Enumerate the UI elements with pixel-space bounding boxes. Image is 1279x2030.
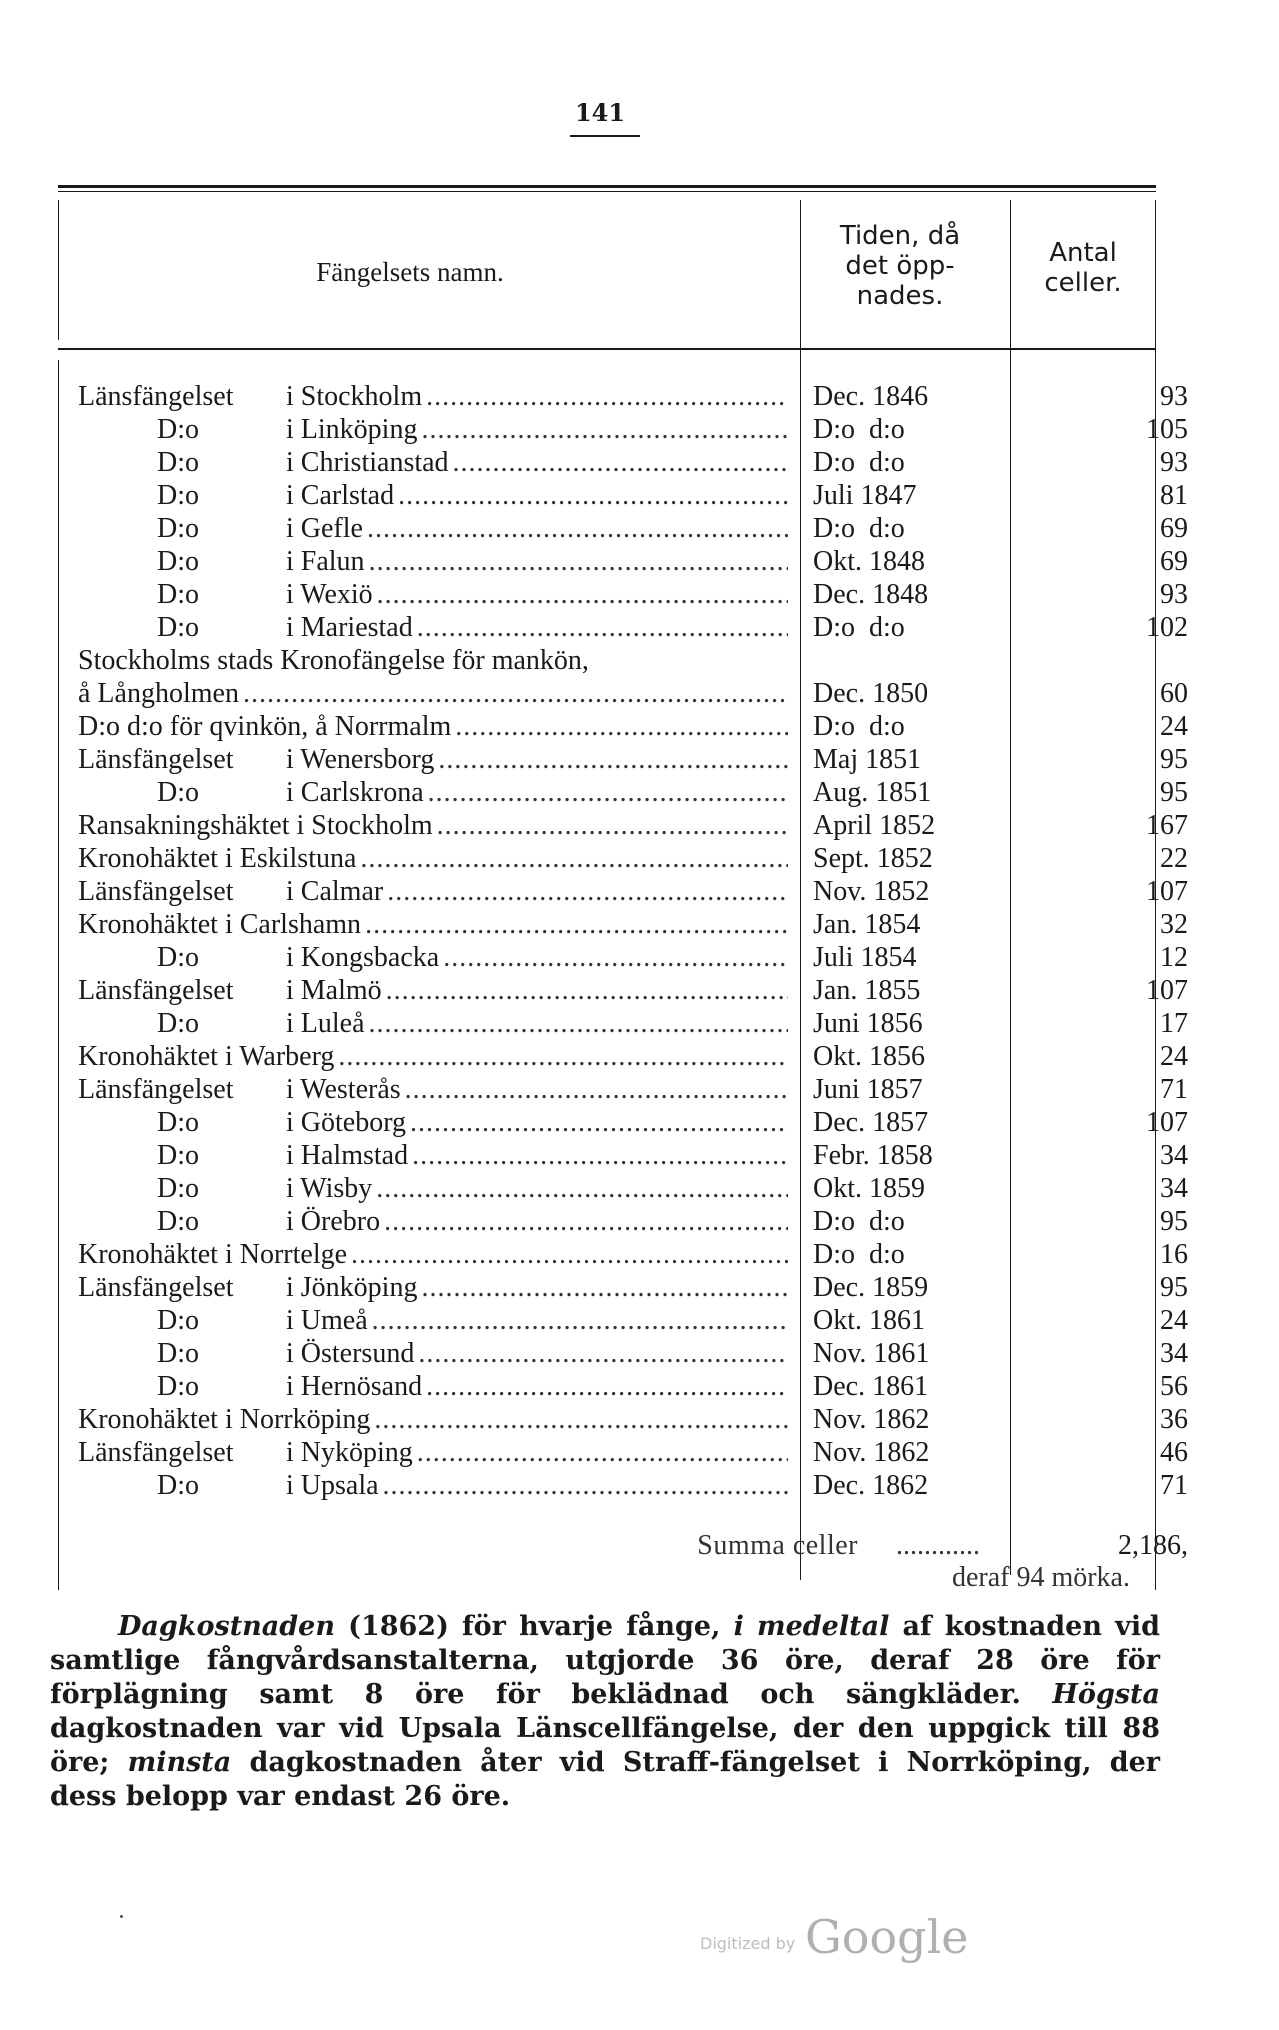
paragraph-text-2: (1862) för hvarje fånge, [335, 1611, 734, 1642]
dot-leader [410, 1106, 788, 1139]
table-row [78, 446, 1188, 479]
dot-leader [369, 1007, 788, 1040]
prison-name-prefix: D:o [157, 1173, 199, 1204]
dot-leader [367, 512, 788, 545]
prison-name-place: i Örebro [286, 1206, 381, 1237]
cost-paragraph [50, 1610, 1160, 1814]
opening-date: April 1852 [813, 810, 936, 841]
watermark-small-text: Digitized by [700, 1934, 796, 1953]
prison-name-place: i Wisby [286, 1173, 373, 1204]
table-top-rule-thin [58, 191, 1156, 192]
prison-name [78, 1238, 788, 1271]
table-row [78, 1139, 1188, 1172]
prison-name-prefix: Kronohäktet i Warberg [78, 1041, 335, 1072]
table-row [78, 578, 1188, 611]
cell-count: 102 [1146, 612, 1188, 643]
prison-name-prefix: Kronohäktet i Norrtelge [78, 1239, 348, 1270]
dot-leader [455, 710, 788, 743]
opening-date: Nov. 1862 [813, 1404, 930, 1435]
prison-name-prefix: D:o [157, 1107, 199, 1138]
prison-name [78, 974, 788, 1007]
prison-name [78, 512, 788, 545]
opening-date: D:o d:o [813, 414, 905, 445]
prison-name-place: i Carlstad [286, 480, 395, 511]
dot-leader [443, 941, 788, 974]
opening-date: Juni 1857 [813, 1074, 923, 1105]
cell-count: 107 [1146, 975, 1188, 1006]
prison-name-prefix: Stockholms stads Kronofängelse för mankön, [78, 645, 589, 676]
dot-leader [365, 908, 788, 941]
cell-count: 34 [1160, 1140, 1188, 1171]
prison-name [78, 1205, 788, 1238]
opening-date: Nov. 1852 [813, 876, 930, 907]
prison-name-place: i Göteborg [286, 1107, 407, 1138]
cell-count: 22 [1160, 843, 1188, 874]
table-row [78, 1403, 1188, 1436]
prison-name-prefix: å Långholmen [78, 678, 239, 709]
dot-leader [438, 743, 788, 776]
dot-leader [417, 1436, 788, 1469]
opening-date: D:o d:o [813, 513, 905, 544]
table-row [78, 842, 1188, 875]
cell-count: 24 [1160, 711, 1188, 742]
prison-name-prefix: Länsfängelset [78, 876, 234, 907]
prison-name [78, 710, 788, 743]
dot-leader [383, 1469, 788, 1502]
opening-date: Dec. 1846 [813, 381, 929, 412]
opening-date: Okt. 1848 [813, 546, 925, 577]
prison-name [78, 380, 788, 413]
prison-name-prefix: Länsfängelset [78, 1272, 234, 1303]
prison-name-place: i Falun [286, 546, 365, 577]
table-row [78, 512, 1188, 545]
prison-name-place: i Stockholm [286, 381, 423, 412]
header-rule [58, 348, 1156, 350]
prison-name-prefix: D:o [157, 1371, 199, 1402]
prison-name-place: i Mariestad [286, 612, 413, 643]
dot-leader [426, 380, 788, 413]
header-cells: Antal celler. [1044, 238, 1122, 298]
opening-date: D:o d:o [813, 447, 905, 478]
table-row [78, 1040, 1188, 1073]
table-row [78, 1106, 1188, 1139]
paragraph-text-6: dagkostnaden var vid Upsala Länscellfängelse, der den uppgick till 88 öre; [50, 1713, 1160, 1778]
dot-leader [428, 776, 788, 809]
prison-name-prefix: Kronohäktet i Carlshamn [78, 909, 362, 940]
paragraph-text-8: dagkostnaden åter vid Straff-fängelset i Norrköping, der dess belopp var endast 26 öre. [50, 1747, 1160, 1812]
table-row [78, 611, 1188, 644]
prison-name [78, 908, 788, 941]
dot-leader [426, 1370, 788, 1403]
prison-name-prefix: D:o [157, 1008, 199, 1039]
opening-date: Dec. 1848 [813, 579, 929, 610]
prison-name-prefix: Länsfängelset [78, 975, 234, 1006]
header-date: Tiden, då det öpp- nades. [839, 221, 961, 311]
cell-count: 107 [1146, 876, 1188, 907]
opening-date: D:o d:o [813, 1239, 905, 1270]
table-row [78, 1205, 1188, 1238]
dot-leader [369, 545, 788, 578]
dot-leader [418, 1337, 788, 1370]
prison-name-prefix: D:o [157, 1206, 199, 1237]
cell-count: 167 [1146, 810, 1188, 841]
table-row [78, 1271, 1188, 1304]
cell-count: 81 [1160, 480, 1188, 511]
prison-name [78, 413, 788, 446]
cell-count: 71 [1160, 1470, 1188, 1501]
opening-date: Okt. 1861 [813, 1305, 925, 1336]
opening-date: Dec. 1862 [813, 1470, 929, 1501]
dot-leader [360, 842, 788, 875]
prison-name [78, 941, 788, 974]
prison-name [78, 1271, 788, 1304]
prison-name-place: i Christianstad [286, 447, 449, 478]
table-row [78, 710, 1188, 743]
prison-name-prefix: D:o [157, 612, 199, 643]
table-row [78, 1172, 1188, 1205]
prison-name [78, 776, 788, 809]
dot-leader [398, 479, 788, 512]
cell-count: 93 [1160, 381, 1188, 412]
prison-name-prefix: D:o [157, 414, 199, 445]
opening-date: Dec. 1861 [813, 1371, 929, 1402]
cell-count: 34 [1160, 1173, 1188, 1204]
opening-date: Juli 1847 [813, 480, 917, 511]
prison-name [78, 545, 788, 578]
table-row [78, 1238, 1188, 1271]
dot-leader [421, 1271, 788, 1304]
prison-name [78, 1304, 788, 1337]
cell-count: 34 [1160, 1338, 1188, 1369]
dot-leader [421, 413, 788, 446]
prison-name-prefix: Länsfängelset [78, 744, 234, 775]
opening-date: Nov. 1861 [813, 1338, 930, 1369]
prison-name-prefix: Länsfängelset [78, 1437, 234, 1468]
cell-count: 60 [1160, 678, 1188, 709]
cell-count: 95 [1160, 777, 1188, 808]
prison-name-place: i Hernösand [286, 1371, 423, 1402]
opening-date: D:o d:o [813, 711, 905, 742]
paragraph-em-5: Högsta [1052, 1679, 1160, 1710]
prison-name-prefix: Ransakningshäktet i Stockholm [78, 810, 433, 841]
prison-name-place: i Wexiö [286, 579, 373, 610]
table-row [78, 908, 1188, 941]
prison-name-place: i Calmar [286, 876, 384, 907]
cell-count: 93 [1160, 579, 1188, 610]
prison-name [78, 1106, 788, 1139]
dot-leader [453, 446, 788, 479]
dot-leader [386, 974, 788, 1007]
table-row [78, 1073, 1188, 1106]
prison-name [78, 842, 788, 875]
table-row [78, 776, 1188, 809]
opening-date: Juli 1854 [813, 942, 917, 973]
paragraph-em-7: minsta [127, 1747, 232, 1778]
prison-name-prefix: D:o [157, 480, 199, 511]
table-row [78, 677, 1188, 710]
table-top-rule [58, 185, 1156, 188]
opening-date: Sept. 1852 [813, 843, 933, 874]
prison-name [78, 677, 788, 710]
cell-count: 95 [1160, 744, 1188, 775]
page-number: 141 [574, 98, 626, 127]
prison-name [78, 1139, 788, 1172]
prison-name-place: i Upsala [286, 1470, 379, 1501]
cell-count: 93 [1160, 447, 1188, 478]
prison-name-place: i Luleå [286, 1008, 365, 1039]
paragraph-text-4: af kostnaden vid samtlige fångvårdsanstalterna, utgjorde 36 öre, deraf 28 öre för förplägning samt 8 öre för beklädnad och sängkläder. [50, 1611, 1160, 1710]
prison-name-place: i Jönköping [286, 1272, 418, 1303]
opening-date: D:o d:o [813, 612, 905, 643]
prison-name [78, 1040, 788, 1073]
cell-count: 105 [1146, 414, 1188, 445]
opening-date: D:o d:o [813, 1206, 905, 1237]
dot-leader [376, 1172, 788, 1205]
watermark-logo-text: Google [805, 1910, 969, 1964]
table-left-border [58, 200, 59, 340]
prison-name-place: i Westerås [286, 1074, 401, 1105]
table-row [78, 974, 1188, 1007]
cell-count: 36 [1160, 1404, 1188, 1435]
dot-leader [351, 1238, 788, 1271]
summary-dots: ............ [896, 1530, 980, 1561]
summary-row [78, 1530, 1188, 1566]
cell-count: 17 [1160, 1008, 1188, 1039]
prison-name-prefix: D:o [157, 1140, 199, 1171]
dot-leader [374, 1403, 788, 1436]
table-row [78, 809, 1188, 842]
dot-leader [387, 875, 788, 908]
prison-name [78, 1370, 788, 1403]
cell-count: 12 [1160, 942, 1188, 973]
scan-speck [120, 1915, 123, 1918]
cell-count: 71 [1160, 1074, 1188, 1105]
opening-date: Jan. 1855 [813, 975, 921, 1006]
opening-date: Okt. 1859 [813, 1173, 925, 1204]
prison-name-prefix: Kronohäktet i Norrköping [78, 1404, 371, 1435]
prison-name [78, 479, 788, 512]
prison-name [78, 1436, 788, 1469]
table-row [78, 1007, 1188, 1040]
prison-name [78, 446, 788, 479]
dot-leader [377, 578, 788, 611]
cell-count: 95 [1160, 1272, 1188, 1303]
prison-name-place: i Umeå [286, 1305, 368, 1336]
prison-name-prefix: D:o [157, 1470, 199, 1501]
digitized-watermark [700, 1910, 1020, 1964]
prison-name-prefix: D:o [157, 447, 199, 478]
cell-count: 24 [1160, 1305, 1188, 1336]
prison-name-prefix: Kronohäktet i Eskilstuna [78, 843, 357, 874]
dot-leader [412, 1139, 788, 1172]
cell-count: 32 [1160, 909, 1188, 940]
cell-count: 95 [1160, 1206, 1188, 1237]
prison-name-prefix: D:o [157, 1305, 199, 1336]
prison-name-place: i Gefle [286, 513, 363, 544]
cell-count: 24 [1160, 1041, 1188, 1072]
table-row [78, 380, 1188, 413]
prison-name [78, 1337, 788, 1370]
table-row [78, 644, 1148, 677]
prison-name-place: i Linköping [286, 414, 418, 445]
prison-name-prefix: D:o [157, 942, 199, 973]
dot-leader [338, 1040, 788, 1073]
dot-leader [384, 1205, 788, 1238]
prison-name-prefix: Länsfängelset [78, 381, 234, 412]
dark-cells-note: deraf 94 mörka. [951, 1562, 1130, 1593]
prison-name [78, 1073, 788, 1106]
prison-name-prefix: D:o [157, 546, 199, 577]
cell-count: 107 [1146, 1107, 1188, 1138]
dot-leader [437, 809, 788, 842]
cell-count: 46 [1160, 1437, 1188, 1468]
table-row [78, 1370, 1188, 1403]
opening-date: Dec. 1857 [813, 1107, 929, 1138]
prison-name-place: i Nyköping [286, 1437, 413, 1468]
prison-name-place: i Halmstad [286, 1140, 409, 1171]
cell-count: 16 [1160, 1239, 1188, 1270]
opening-date: Dec. 1859 [813, 1272, 929, 1303]
prison-name [78, 743, 788, 776]
prison-name-prefix: Länsfängelset [78, 1074, 234, 1105]
prison-name [78, 611, 788, 644]
table-row [78, 479, 1188, 512]
prison-name-place: i Malmö [286, 975, 382, 1006]
paragraph-em-3: i medeltal [733, 1611, 890, 1642]
opening-date: Dec. 1850 [813, 678, 929, 709]
table-row [78, 1337, 1188, 1370]
table-row [78, 413, 1188, 446]
prison-table [78, 380, 1188, 1502]
prison-name [78, 875, 788, 908]
prison-name-place: i Östersund [286, 1338, 415, 1369]
opening-date: Aug. 1851 [813, 777, 932, 808]
cell-count: 56 [1160, 1371, 1188, 1402]
table-row [78, 1436, 1188, 1469]
summary-label: Summa celler [697, 1530, 858, 1561]
table-row [78, 941, 1188, 974]
prison-name-prefix: D:o [157, 1338, 199, 1369]
prison-name-prefix: D:o [157, 777, 199, 808]
summary-value: 2,186, [1118, 1530, 1188, 1561]
prison-name-prefix: D:o d:o för qvinkön, å Norrmalm [78, 711, 452, 742]
dot-leader [417, 611, 788, 644]
prison-name [78, 1403, 788, 1436]
opening-date: Okt. 1856 [813, 1041, 925, 1072]
prison-name [78, 1007, 788, 1040]
table-row [78, 875, 1188, 908]
table-left-border-body [58, 360, 59, 1590]
paragraph-em-1: Dagkostnaden [118, 1611, 335, 1642]
page-number-underline [570, 135, 640, 137]
prison-name-place: i Kongsbacka [286, 942, 440, 973]
table-row [78, 743, 1188, 776]
table-row [78, 1304, 1188, 1337]
prison-name-prefix: D:o [157, 513, 199, 544]
cell-count: 69 [1160, 546, 1188, 577]
cell-count: 69 [1160, 513, 1188, 544]
opening-date: Jan. 1854 [813, 909, 921, 940]
prison-name [78, 809, 788, 842]
prison-name [78, 1172, 788, 1205]
opening-date: Juni 1856 [813, 1008, 923, 1039]
prison-name [78, 644, 788, 677]
prison-name-place: i Carlskrona [286, 777, 424, 808]
prison-name [78, 1469, 788, 1502]
dot-leader [243, 677, 788, 710]
header-name: Fängelsets namn. [316, 257, 504, 287]
prison-name [78, 578, 788, 611]
opening-date: Febr. 1858 [813, 1140, 933, 1171]
opening-date: Maj 1851 [813, 744, 922, 775]
prison-name-place: i Wenersborg [286, 744, 435, 775]
table-row [78, 545, 1188, 578]
table-row [78, 1469, 1188, 1502]
prison-name-prefix: D:o [157, 579, 199, 610]
opening-date: Nov. 1862 [813, 1437, 930, 1468]
dot-leader [405, 1073, 788, 1106]
dot-leader [372, 1304, 788, 1337]
